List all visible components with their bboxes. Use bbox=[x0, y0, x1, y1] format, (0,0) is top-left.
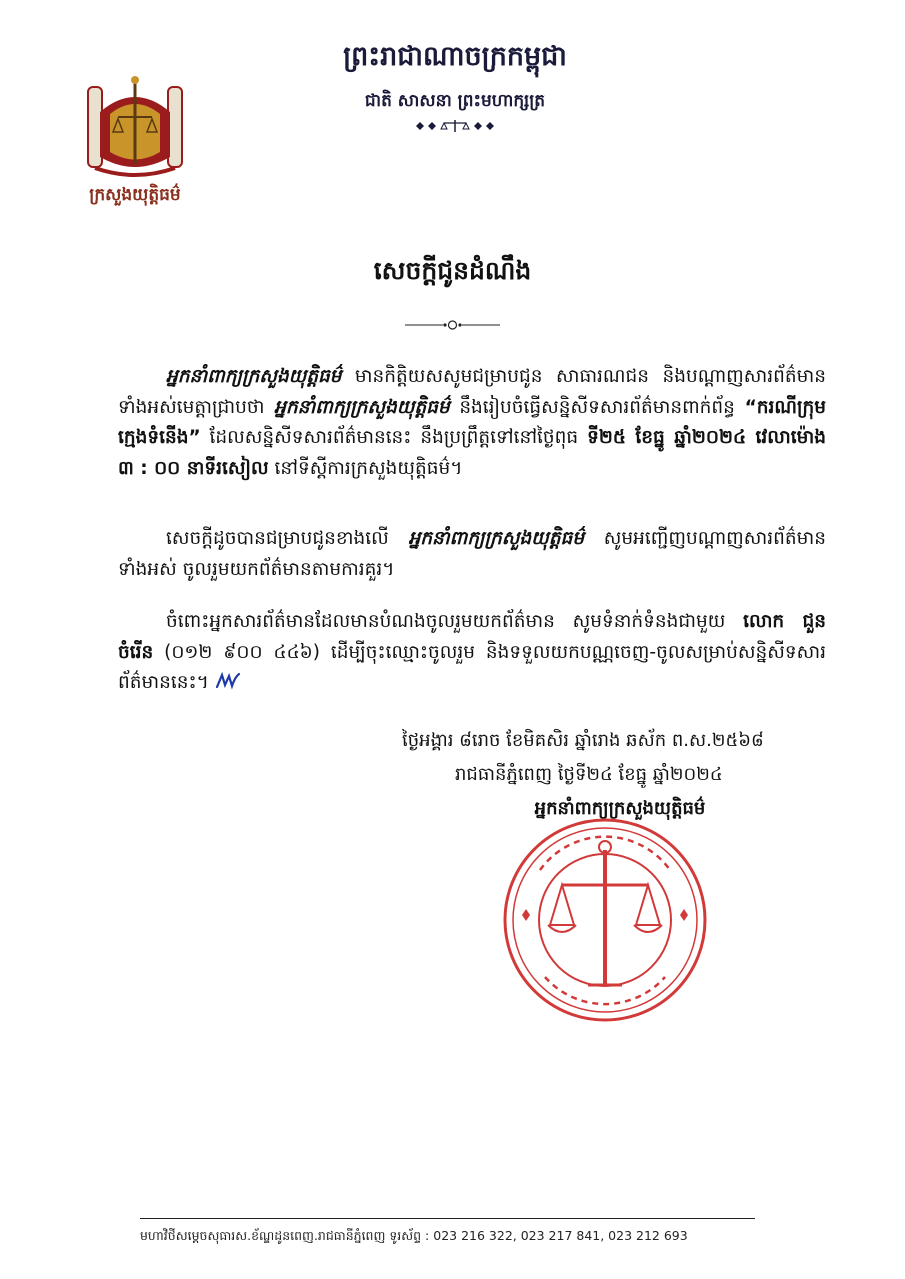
place-and-date: រាជធានីភ្នំពេញ ថ្ងៃទី២៤ ខែធ្នូ ឆ្នាំ២០២៤ bbox=[455, 764, 723, 785]
spokesperson-name: អ្នកនាំពាក្យក្រសួងយុត្តិធម៌ bbox=[274, 396, 450, 418]
event-datetime: ទី២៥ ខែធ្នូ ឆ្នាំ២០២៤ វេលាម៉ោង ៣ : ០០ នាទីរសៀល bbox=[118, 427, 826, 479]
paragraph-text: នឹងរៀបចំធ្វើសន្និសីទសារព័ត៌មានពាក់ព័ន្ធ bbox=[449, 396, 745, 418]
signer-title: អ្នកនាំពាក្យក្រសួងយុត្តិធម៌ bbox=[534, 798, 706, 819]
case-name: “ករណីក្រុមក្មេងទំនើង” bbox=[118, 396, 826, 449]
spokesperson-name: អ្នកនាំពាក្យក្រសួងយុត្តិធម៌ bbox=[166, 366, 342, 387]
paragraph-announcement bbox=[118, 362, 826, 484]
paragraph-text: សូមអញ្ជើញបណ្តាញសារព័ត៌មានទាំងអស់ ចូលរួមយកព័ត៌មានតាមការគួរ។ bbox=[118, 528, 826, 580]
paragraph-text: ចំពោះអ្នកសារព័ត៌មានដែលមានបំណងចូលរួមយកព័ត៌មាន សូមទំនាក់ទំនងជាមួយ bbox=[166, 611, 744, 632]
paragraph-text: (០១២ ៩០០ ៤៤៦) ដើម្បីចុះឈ្មោះចូលរួម និងទទួលយកបណ្ណចេញ-ចូលសម្រាប់សន្និសីទសារព័ត៌មាននេះ។ bbox=[118, 641, 826, 694]
handwritten-initials-icon bbox=[215, 671, 241, 691]
footer-address: មហាវិថីសម្តេចសុធារស.ខ័ណ្ឌដូនពេញ.រាជធានីភ្នំពេញ ទូរស័ព្ទ : 023 216 322, 023 217 841, 023 212 693 bbox=[140, 1228, 688, 1243]
paragraph-text: ដែលសន្និសីទសារព័ត៌មាននេះ នឹងប្រព្រឹត្តទៅនៅថ្ងៃពុធ bbox=[200, 427, 588, 449]
lunar-date: ថ្ងៃអង្គារ ៨រោច ខែមិគសិរ ឆ្នាំរោង ឆស័ក ព.ស.២៥៦៨ bbox=[402, 730, 764, 751]
official-seal-icon bbox=[500, 815, 710, 1025]
footer-divider bbox=[140, 1218, 755, 1219]
divider-ornament-icon bbox=[405, 318, 500, 332]
kingdom-title: ព្រះរាជាណាចក្រកម្ពុជា bbox=[343, 41, 567, 72]
ministry-name: ក្រសួងយុត្តិធម៌ bbox=[89, 185, 181, 205]
paragraph-text: នៅទីស្តីការក្រសួងយុត្តិធម៌។ bbox=[268, 457, 463, 479]
document-title: សេចក្តីជូនដំណឹង bbox=[373, 256, 532, 285]
contact-name: លោក ជួន ចំរើន bbox=[118, 611, 826, 663]
paragraph-text: មានកិត្តិយសសូមជម្រាបជូន សាធារណជន និងបណ្តាញសារព័ត៌មានទាំងអស់មេត្តាជ្រាបថា bbox=[118, 366, 826, 418]
paragraph-contact bbox=[118, 607, 826, 699]
national-motto: ជាតិ សាសនា ព្រះមហាក្សត្រ bbox=[364, 91, 546, 111]
paragraph-text: សេចក្តីដូចបានជម្រាបជូនខាងលើ bbox=[166, 528, 409, 549]
scales-ornament-icon bbox=[410, 118, 500, 134]
spokesperson-name: អ្នកនាំពាក្យក្រសួងយុត្តិធម៌ bbox=[408, 528, 584, 549]
ministry-crest-icon bbox=[80, 72, 190, 182]
paragraph-invitation bbox=[118, 524, 826, 585]
